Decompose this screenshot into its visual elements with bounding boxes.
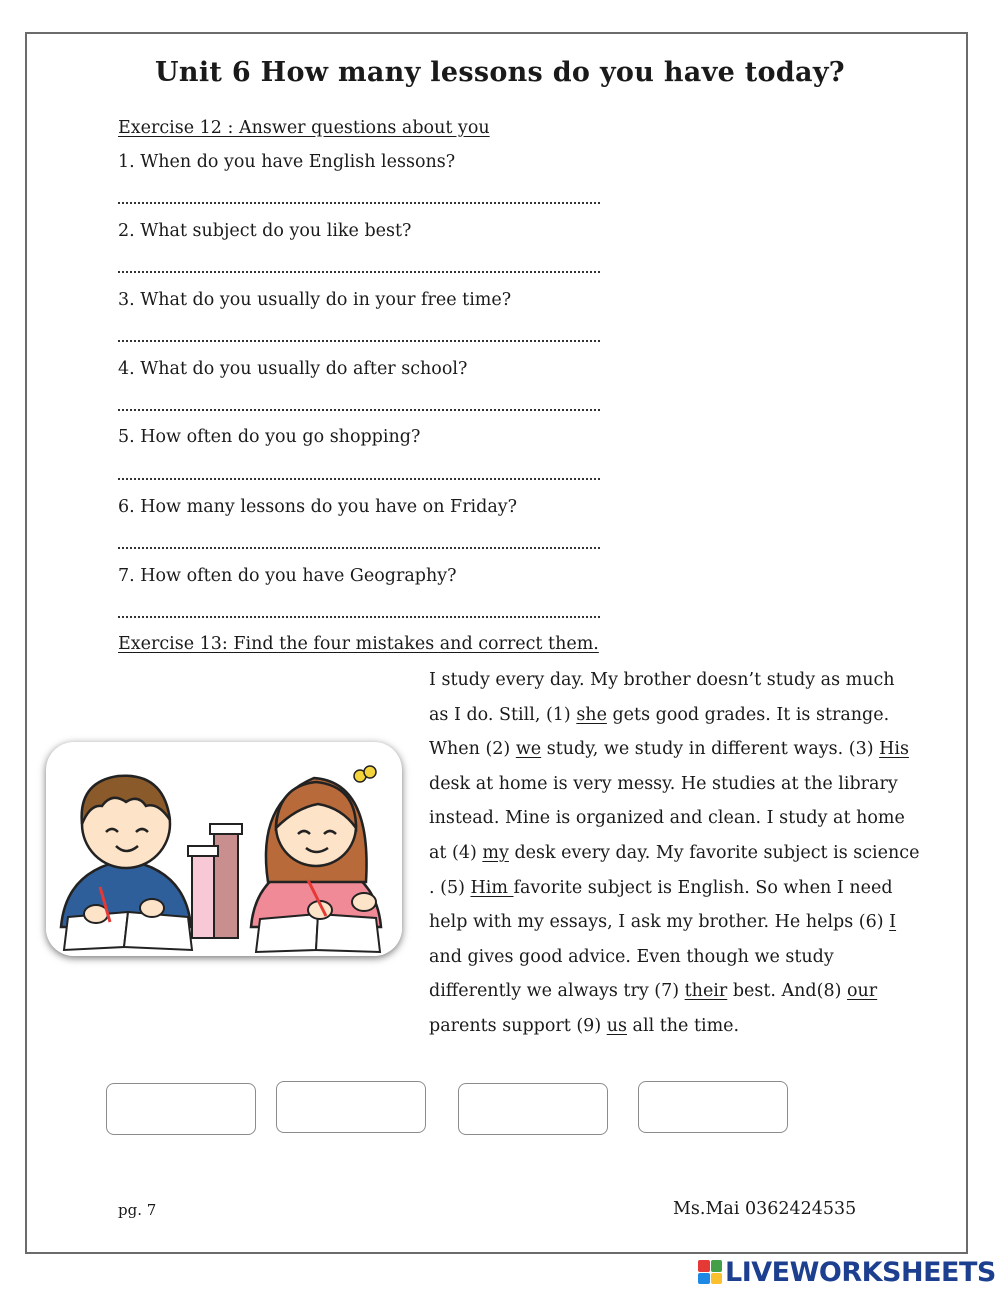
- page-title: Unit 6 How many lessons do you have today?: [155, 57, 845, 88]
- passage-line: [429, 871, 959, 906]
- answer-line-6: [118, 547, 600, 549]
- underlined-word-4: my: [482, 842, 509, 863]
- question-2: 2. What subject do you like best?: [118, 221, 412, 241]
- underlined-word-1: she: [576, 704, 607, 725]
- answer-line-4: [118, 409, 600, 411]
- passage-text: desk every day. My favorite subject is science: [508, 842, 920, 863]
- logo-square: [711, 1273, 723, 1285]
- passage-text: gets good grades. It is strange.: [606, 704, 890, 725]
- passage-text: study, we study in different ways. (3): [541, 739, 880, 760]
- underlined-word-3: His: [879, 739, 909, 760]
- question-3: 3. What do you usually do in your free time?: [118, 290, 512, 310]
- passage-line: [429, 974, 959, 1009]
- liveworksheets-logo[interactable]: [698, 1254, 998, 1290]
- answer-line-3: [118, 340, 600, 342]
- liveworksheets-logo-icon: [698, 1260, 722, 1284]
- students-studying-illustration: [46, 742, 402, 956]
- answer-box-1[interactable]: [106, 1083, 256, 1135]
- passage-text: differently we always try (7): [429, 981, 685, 1002]
- underlined-word-8: our: [847, 981, 878, 1002]
- passage-text: When (2): [429, 739, 516, 760]
- passage-text: favorite subject is English. So when I need: [513, 877, 893, 898]
- passage-line: [429, 732, 959, 767]
- passage-line: [429, 836, 959, 871]
- passage-text: instead. Mine is organized and clean. I study at home: [429, 808, 905, 829]
- passage-text: as I do. Still, (1): [429, 704, 577, 725]
- passage-text: best. And(8): [727, 981, 847, 1002]
- answer-box-3[interactable]: [458, 1083, 608, 1135]
- author-contact: Ms.Mai 0362424535: [673, 1199, 857, 1219]
- answer-line-1: [118, 202, 600, 204]
- passage-line: [429, 698, 959, 733]
- underlined-word-2: we: [515, 739, 542, 760]
- passage-line: [429, 1009, 959, 1044]
- exercise-12-heading: Exercise 12 : Answer questions about you: [118, 118, 490, 138]
- underlined-word-6: I: [889, 912, 897, 933]
- logo-square: [711, 1260, 723, 1272]
- passage-text: desk at home is very messy. He studies at the library: [429, 773, 898, 794]
- passage-text: at (4): [429, 842, 483, 863]
- underlined-word-9: us: [606, 1015, 627, 1036]
- answer-line-5: [118, 478, 600, 480]
- underlined-word-5: Him: [470, 877, 514, 898]
- page-number: pg. 7: [118, 1201, 157, 1219]
- answer-box-4[interactable]: [638, 1081, 788, 1133]
- answer-line-7: [118, 616, 600, 618]
- passage-text: parents support (9): [429, 1015, 607, 1036]
- liveworksheets-wordmark: LIVEWORKSHEETS: [725, 1256, 996, 1288]
- passage-line: [429, 905, 959, 940]
- exercise-13-heading: Exercise 13: Find the four mistakes and correct them.: [118, 634, 599, 654]
- passage-line: [429, 663, 959, 698]
- passage-text: all the time.: [626, 1015, 740, 1036]
- question-6: 6. How many lessons do you have on Friday?: [118, 497, 518, 517]
- passage-line: [429, 801, 959, 836]
- passage-line: [429, 767, 959, 802]
- passage-text: I study every day. My brother doesn’t study as much: [429, 670, 895, 690]
- exercise-13-passage: [429, 663, 959, 1044]
- logo-square: [698, 1260, 710, 1272]
- passage-text: help with my essays, I ask my brother. He helps (6): [429, 912, 890, 933]
- passage-text: and gives good advice. Even though we study: [429, 946, 834, 967]
- passage-text: . (5): [429, 877, 471, 898]
- question-5: 5. How often do you go shopping?: [118, 427, 421, 447]
- underlined-word-7: their: [684, 981, 728, 1002]
- logo-square: [698, 1273, 710, 1285]
- question-7: 7. How often do you have Geography?: [118, 566, 457, 586]
- answer-box-2[interactable]: [276, 1081, 426, 1133]
- passage-line: [429, 940, 959, 975]
- answer-line-2: [118, 271, 600, 273]
- question-4: 4. What do you usually do after school?: [118, 359, 468, 379]
- question-1: 1. When do you have English lessons?: [118, 152, 456, 172]
